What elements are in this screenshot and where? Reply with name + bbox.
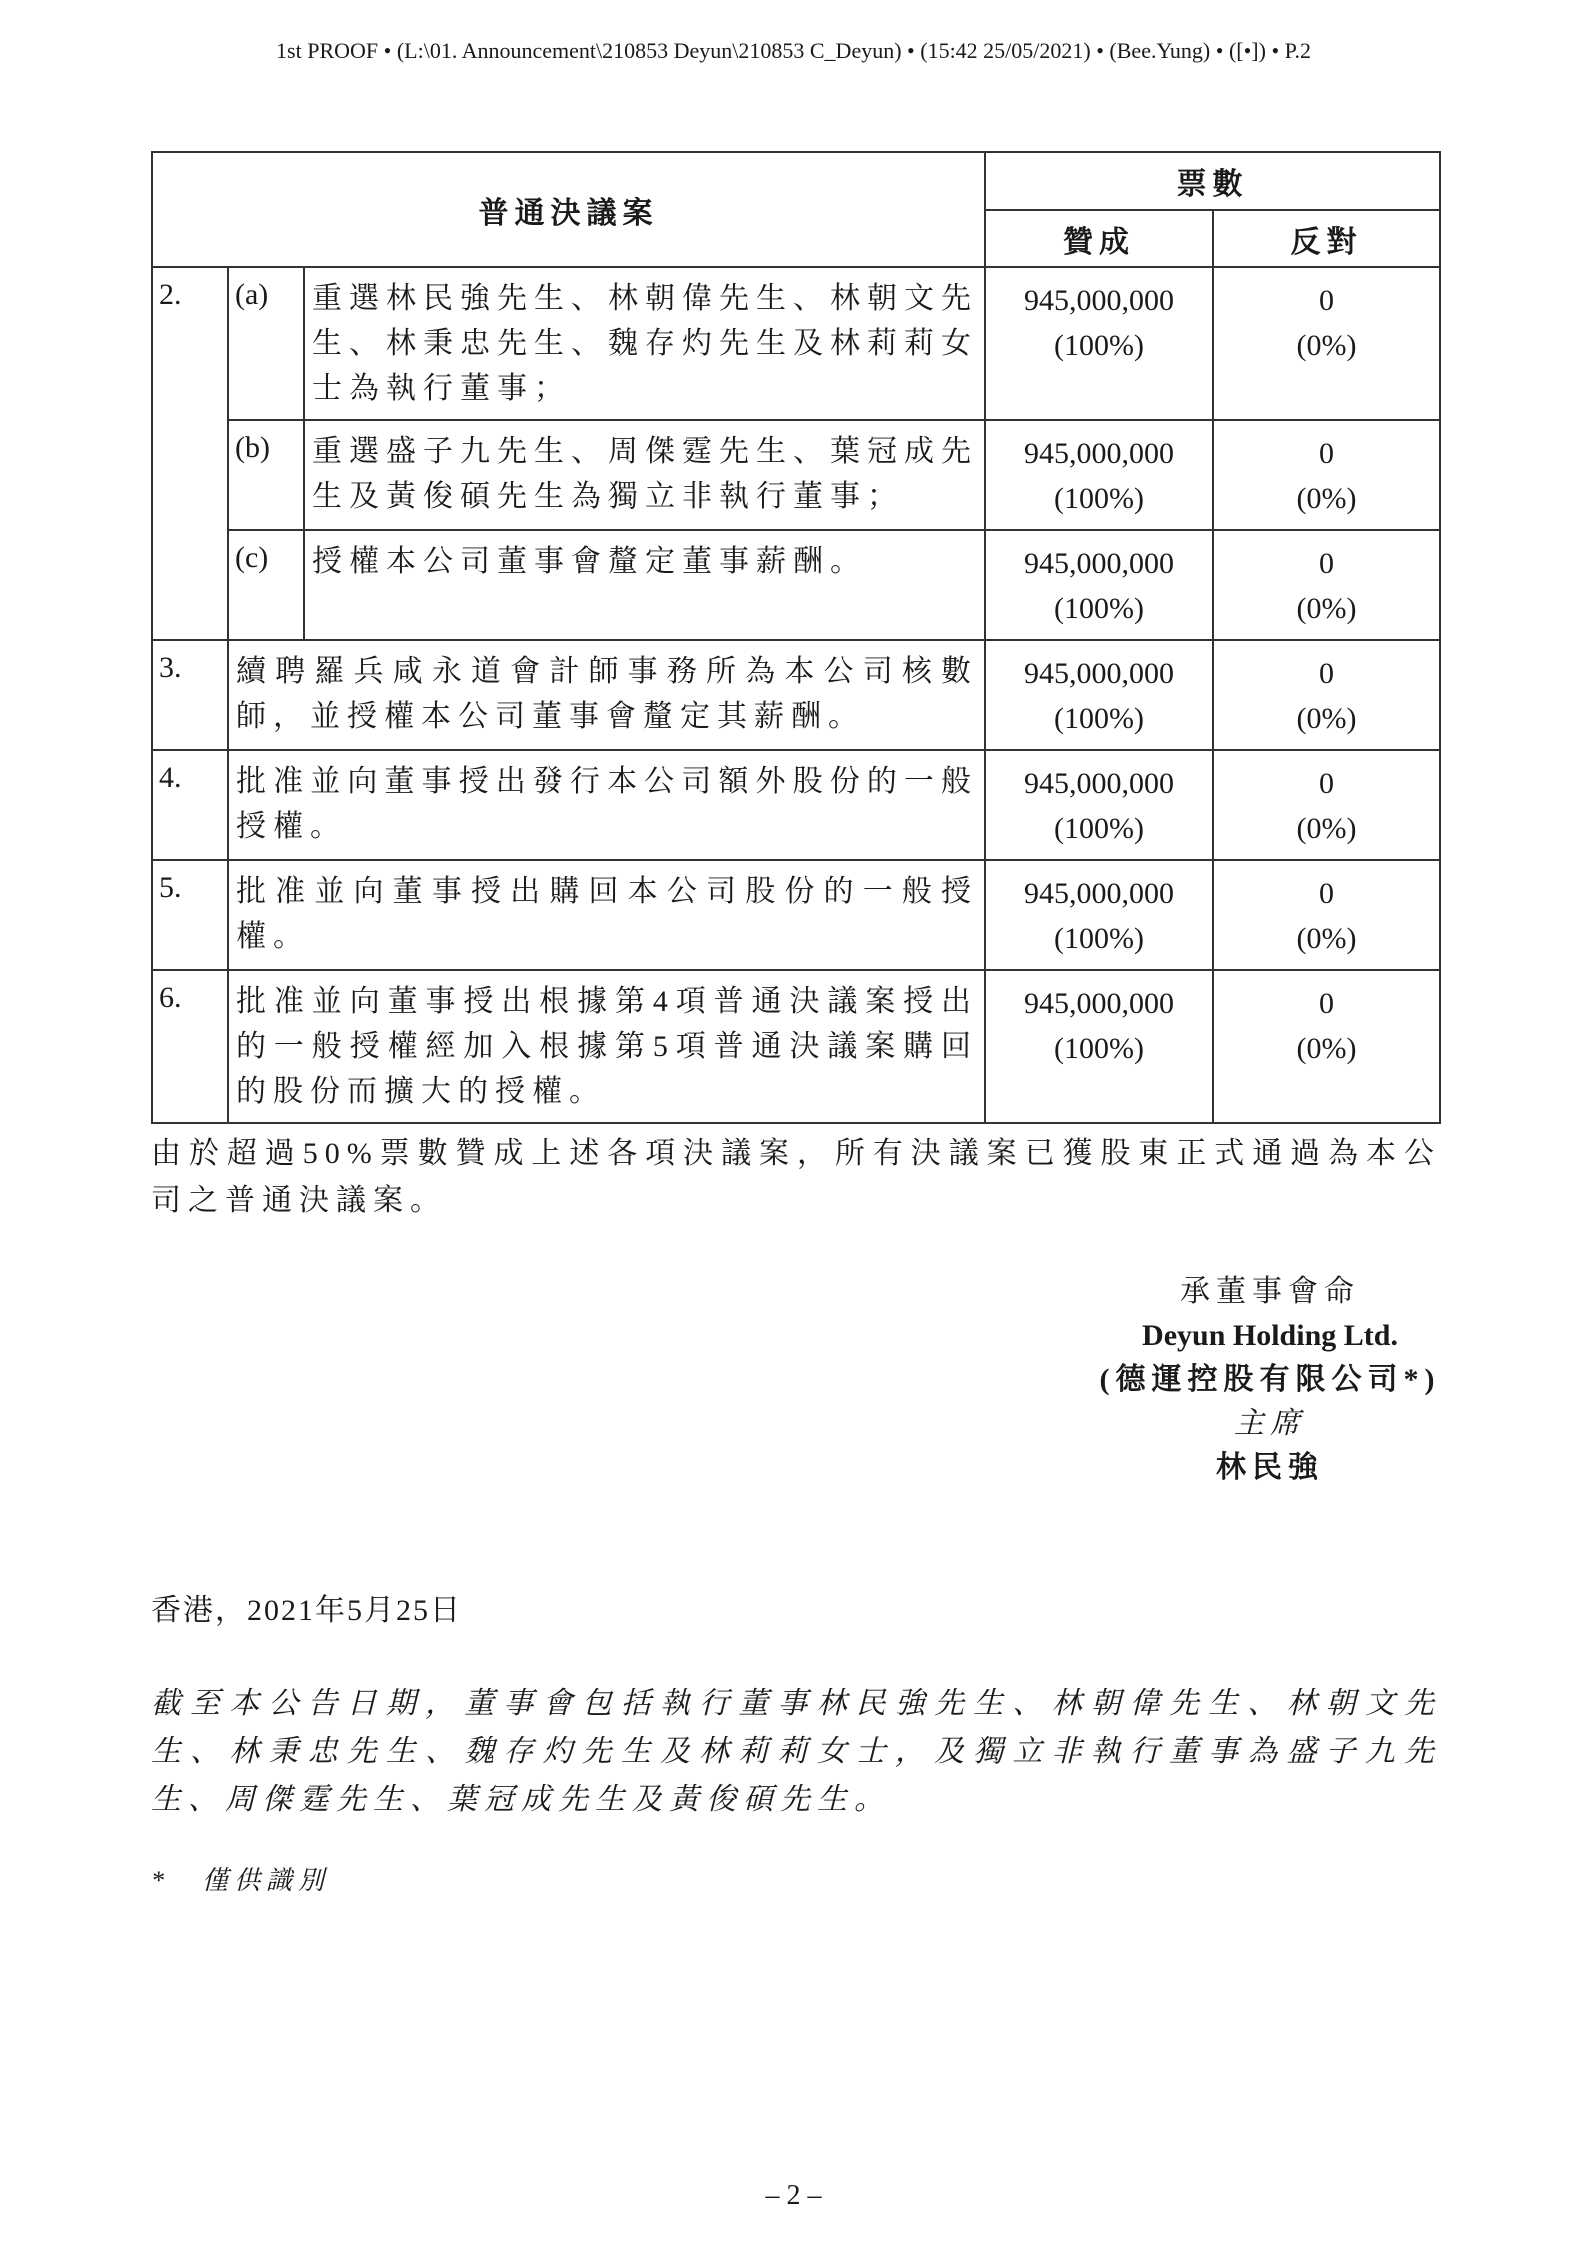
resolution-sub-number: (c) (228, 530, 304, 640)
resolution-description: 批准並向董事授出發行本公司額外股份的一般授權。 (228, 750, 985, 860)
header-resolution: 普通決議案 (152, 152, 985, 267)
votes-for-count: 945,000,000 (1024, 547, 1175, 580)
resolution-number: 2. (152, 267, 228, 640)
votes-against (1213, 640, 1440, 750)
signatory-name: 林民強 (1216, 1451, 1324, 1484)
table-row (152, 640, 1440, 750)
votes-against-percent: (0%) (1296, 812, 1357, 845)
votes-for (985, 267, 1213, 420)
votes-for (985, 970, 1213, 1123)
resolution-description: 重選林民強先生、林朝偉先生、林朝文先生、林秉忠先生、魏存灼先生及林莉莉女士為執行董事； (304, 267, 985, 420)
votes-for-percent: (100%) (1054, 702, 1145, 735)
header-against: 反對 (1213, 210, 1440, 267)
votes-for-count: 945,000,000 (1024, 987, 1175, 1020)
votes-for (985, 420, 1213, 530)
directors-note: 截至本公告日期，董事會包括執行董事林民強先生、林朝偉先生、林朝文先生、林秉忠先生、魏存灼先生及林莉莉女士，及獨立非執行董事為盛子九先生、周傑霆先生、葉冠成先生及黃俊碩先生。 (151, 1687, 1441, 1816)
table-row (152, 267, 1440, 420)
votes-for (985, 860, 1213, 970)
votes-against (1213, 750, 1440, 860)
footnote: * 僅供識別 (151, 1866, 331, 1895)
resolution-description: 批准並向董事授出購回本公司股份的一般授權。 (228, 860, 985, 970)
header-for: 贊成 (985, 210, 1213, 267)
votes-against-count: 0 (1319, 877, 1335, 910)
votes-against-count: 0 (1319, 657, 1335, 690)
company-name-zh: (德運控股有限公司*) (1099, 1363, 1441, 1396)
votes-for-percent: (100%) (1054, 922, 1145, 955)
by-order-of-board: 承董事會命 (1180, 1275, 1360, 1308)
votes-for-count: 945,000,000 (1024, 877, 1175, 910)
votes-for (985, 750, 1213, 860)
votes-for-percent: (100%) (1054, 1032, 1145, 1065)
table-row (152, 530, 1440, 640)
table-row (152, 860, 1440, 970)
table-row (152, 750, 1440, 860)
resolution-description: 重選盛子九先生、周傑霆先生、葉冠成先生及黃俊碩先生為獨立非執行董事； (304, 420, 985, 530)
proof-header: 1st PROOF • (L:\01. Announcement\210853 Deyun\210853 C_Deyun) • (15:42 25/05/2021) • (Bee.Yung) • ([•]) • P.2 (276, 38, 1311, 63)
votes-against-count: 0 (1319, 284, 1335, 317)
votes-against-count: 0 (1319, 767, 1335, 800)
resolution-sub-number: (b) (228, 420, 304, 530)
votes-for-percent: (100%) (1054, 482, 1145, 515)
resolution-number: 5. (152, 860, 228, 970)
votes-for-percent: (100%) (1054, 592, 1145, 625)
votes-against-percent: (0%) (1296, 922, 1357, 955)
signature-block (1060, 1270, 1480, 1490)
date-line: 香港，2021年5月25日 (151, 1594, 462, 1627)
summary-paragraph: 由於超過50%票數贊成上述各項決議案，所有決議案已獲股東正式通過為本公司之普通決議案。 (151, 1137, 1441, 1217)
header-votes: 票數 (985, 152, 1440, 210)
company-name-en: Deyun Holding Ltd. (1142, 1319, 1398, 1352)
table-row (152, 970, 1440, 1123)
votes-for (985, 530, 1213, 640)
votes-for-count: 945,000,000 (1024, 657, 1175, 690)
resolution-description: 授權本公司董事會釐定董事薪酬。 (304, 530, 985, 640)
resolution-number: 4. (152, 750, 228, 860)
votes-against (1213, 530, 1440, 640)
votes-for-percent: (100%) (1054, 329, 1145, 362)
votes-for-count: 945,000,000 (1024, 437, 1175, 470)
votes-against-percent: (0%) (1296, 329, 1357, 362)
votes-against (1213, 970, 1440, 1123)
page-number: – 2 – (765, 2180, 822, 2211)
votes-against-percent: (0%) (1296, 1032, 1357, 1065)
votes-against (1213, 267, 1440, 420)
votes-for (985, 640, 1213, 750)
table-row (152, 420, 1440, 530)
votes-for-count: 945,000,000 (1024, 767, 1175, 800)
votes-against-percent: (0%) (1296, 702, 1357, 735)
votes-against-count: 0 (1319, 547, 1335, 580)
votes-against (1213, 420, 1440, 530)
resolution-description: 續聘羅兵咸永道會計師事務所為本公司核數師，並授權本公司董事會釐定其薪酬。 (228, 640, 985, 750)
signatory-title: 主席 (1234, 1407, 1306, 1440)
votes-against-count: 0 (1319, 437, 1335, 470)
votes-against-count: 0 (1319, 987, 1335, 1020)
votes-for-count: 945,000,000 (1024, 284, 1175, 317)
votes-against (1213, 860, 1440, 970)
resolution-number: 6. (152, 970, 228, 1123)
votes-against-percent: (0%) (1296, 592, 1357, 625)
votes-against-percent: (0%) (1296, 482, 1357, 515)
resolution-number: 3. (152, 640, 228, 750)
resolutions-table (151, 151, 1441, 1124)
resolution-sub-number: (a) (228, 267, 304, 420)
votes-for-percent: (100%) (1054, 812, 1145, 845)
resolution-description: 批准並向董事授出根據第4項普通決議案授出的一般授權經加入根據第5項普通決議案購回的股份而擴大的授權。 (228, 970, 985, 1123)
